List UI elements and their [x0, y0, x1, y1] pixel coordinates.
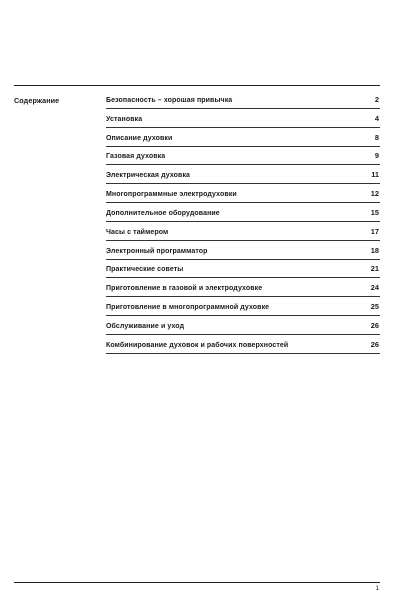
toc-label: Приготовление в многопрограммной духовке — [106, 304, 270, 312]
toc-item-accessories[interactable] — [106, 203, 380, 222]
toc-item-practical-tips[interactable] — [106, 260, 380, 279]
toc-item-oven-description[interactable] — [106, 128, 380, 147]
toc-page-number: 12 — [370, 189, 379, 199]
toc-item-installation[interactable] — [106, 109, 380, 128]
toc-page-number: 11 — [371, 170, 379, 180]
toc-label: Обслуживание и уход — [106, 322, 185, 330]
toc-item-combining-ovens-hobs[interactable] — [106, 335, 380, 354]
bottom-divider — [14, 582, 380, 583]
top-divider — [14, 85, 380, 86]
section-title: Содержание — [14, 96, 60, 105]
toc-label: Электрическая духовка — [106, 172, 191, 180]
toc-label: Описание духовки — [106, 134, 173, 142]
toc-page-number: 8 — [374, 132, 379, 142]
page-number: 1 — [375, 585, 379, 592]
toc-label: Многопрограммные электродуховки — [106, 191, 237, 199]
toc-page-number: 24 — [370, 283, 379, 293]
toc-label: Практические советы — [106, 266, 184, 274]
toc-label: Электронный программатор — [106, 247, 208, 255]
toc-item-maintenance[interactable] — [106, 316, 380, 335]
toc-label: Безопасность – хорошая привычка — [106, 96, 233, 104]
toc-item-cooking-multiprogram[interactable] — [106, 297, 380, 316]
toc-page-number: 2 — [374, 94, 379, 104]
toc-item-timer-clock[interactable] — [106, 222, 380, 241]
toc-item-safety[interactable] — [106, 90, 380, 109]
toc-page-number: 15 — [370, 207, 379, 217]
table-of-contents — [106, 90, 380, 354]
toc-page-number: 17 — [370, 226, 379, 236]
toc-page-number: 18 — [370, 245, 379, 255]
toc-page-number: 21 — [370, 264, 379, 274]
toc-label: Часы с таймером — [106, 228, 169, 236]
toc-page-number: 9 — [374, 151, 379, 161]
toc-item-cooking-gas-electric[interactable] — [106, 278, 380, 297]
toc-item-multiprogram-ovens[interactable] — [106, 184, 380, 203]
toc-label: Приготовление в газовой и электродуховке — [106, 285, 263, 293]
toc-item-electronic-programmer[interactable] — [106, 241, 380, 260]
toc-page-number: 26 — [370, 320, 379, 330]
toc-label: Дополнительное оборудование — [106, 209, 220, 217]
toc-page-number: 26 — [370, 339, 379, 349]
toc-item-gas-oven[interactable] — [106, 147, 380, 166]
toc-page-number: 4 — [374, 113, 379, 123]
toc-label: Установка — [106, 115, 143, 123]
toc-label: Газовая духовка — [106, 153, 166, 161]
toc-item-electric-oven[interactable] — [106, 165, 380, 184]
toc-label: Комбинирование духовок и рабочих поверхностей — [106, 341, 289, 349]
toc-page-number: 25 — [370, 302, 379, 312]
